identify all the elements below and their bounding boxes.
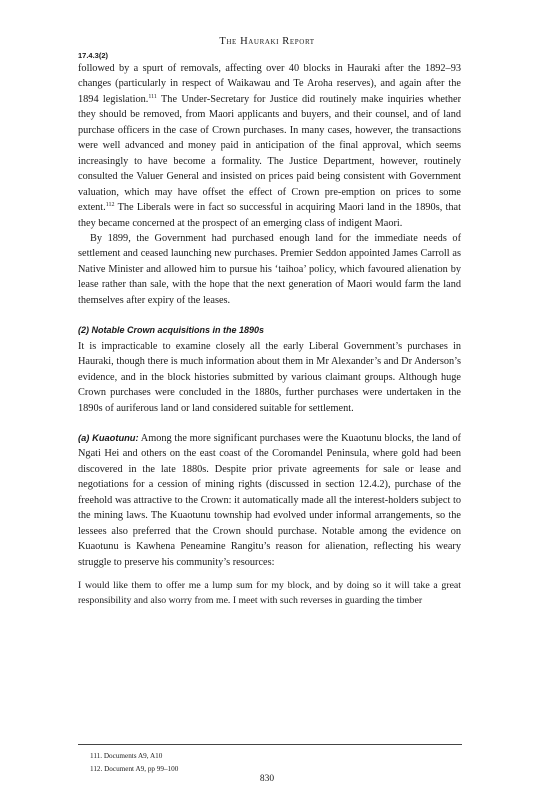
footnote-111 — [90, 750, 178, 763]
section-heading — [78, 323, 461, 338]
section-number: 17.4.3(2) — [78, 51, 109, 60]
spacer — [78, 308, 461, 323]
footnote-number: 112. — [90, 764, 103, 773]
page-number: 830 — [259, 774, 275, 784]
section-heading-number: (2) — [78, 325, 89, 336]
spacer — [78, 416, 461, 431]
footnote-text: Documents A9, A10 — [103, 752, 163, 760]
paragraph-2: By 1899, the Government had purchased enough land for the immediate needs of settlement and ceased launching new purchases. Premier Seddon appointed James Carroll as Native Minister and allowed him to pursue his ‘taihoa’ policy, which favoured alienation by lease rather than sale, with the hope that the next generation of Maori would farm the land themselves after expiry of the leases. — [78, 232, 461, 306]
footnote-ref-112[interactable]: 112 — [105, 202, 115, 209]
footnotes — [90, 750, 178, 775]
paragraph-3: It is impracticable to examine closely all the early Liberal Government’s purchases in Hauraki, though there is much information about them in Mr Alexander’s and Dr Anderson’s evidence, and in the block histories submitted by various claimant groups. Although huge Crown purchases were concluded in the 1880s, further purchases were undertaken in the 1890s of auriferous land or land considered suitable for settlement. — [78, 340, 461, 414]
paragraph-4 — [78, 431, 461, 570]
footnote-ref-111[interactable]: 111 — [148, 93, 157, 100]
body-text — [78, 61, 461, 609]
footnote-text: Document A9, pp 99–100 — [104, 764, 179, 773]
p1-before: followed by a spurt of removals, affecting over 40 blocks in Hauraki after the 1892–93 changes (particularly in respect of Waikawau and Te Aroha reserves), and again after the 1894 legislation. — [78, 63, 461, 105]
p1-middle: The Under-Secretary for Justice did routinely make inquiries whether they should be removed, from Maori applicants and buyers, and their counsel, and of land purchase officers in the case of Crown purchases. In many cases, however, the transactions were well advanced and money paid in anticipation of the final approval, which seems increasingly to have become a formality. The Justice Department, however, routinely consulted the Valuer General and insisted on prices paid being consistent with Government valuation, which may have offset the effect of Crown pre-emption on prices to some extent. — [78, 93, 461, 214]
footnote-divider — [78, 744, 462, 745]
subsection-label-number: (a) — [78, 432, 90, 443]
p4-text: Among the more significant purchases were the Kuaotunu blocks, the land of Ngati Hei and others on the east coast of the Coromandel Peninsula, where gold had been discovered in the late 1880s. Despite prior private agreements for sale or lease and negotiations for a cession of mining rights (discussed in section 12.4.2), purchase of the freehold was attractive to the Crown: it automatically made all the interest-holders subject to the mining laws. The Kuaotunu township had evolved under informal arrangements, so the lessees also preferred that the Crown should purchase. Notable among the evidence on Kuaotunu is Kawhena Peneamine Rangitu’s reason for alienation, reflecting his weary struggle to preserve his community’s resources: — [78, 432, 461, 568]
footnote-number: 111. — [90, 752, 103, 760]
p1-after: The Liberals were in fact so successful in acquiring Maori land in the 1890s, that they became concerned at the prospect of an emerging class of indigent Maori. — [78, 202, 461, 229]
subsection-label-text: Kuaotunu: — [92, 432, 139, 443]
spacer — [78, 570, 461, 578]
section-heading-text: Notable Crown acquisitions in the 1890s — [91, 325, 265, 336]
paragraph-1 — [78, 61, 461, 231]
running-head: The Hauraki Report — [219, 36, 315, 47]
block-quote: I would like them to offer me a lump sum for my block, and by doing so it will take a great responsibility and also worry from me. I meet with such reverses in guarding the timber — [78, 580, 461, 607]
